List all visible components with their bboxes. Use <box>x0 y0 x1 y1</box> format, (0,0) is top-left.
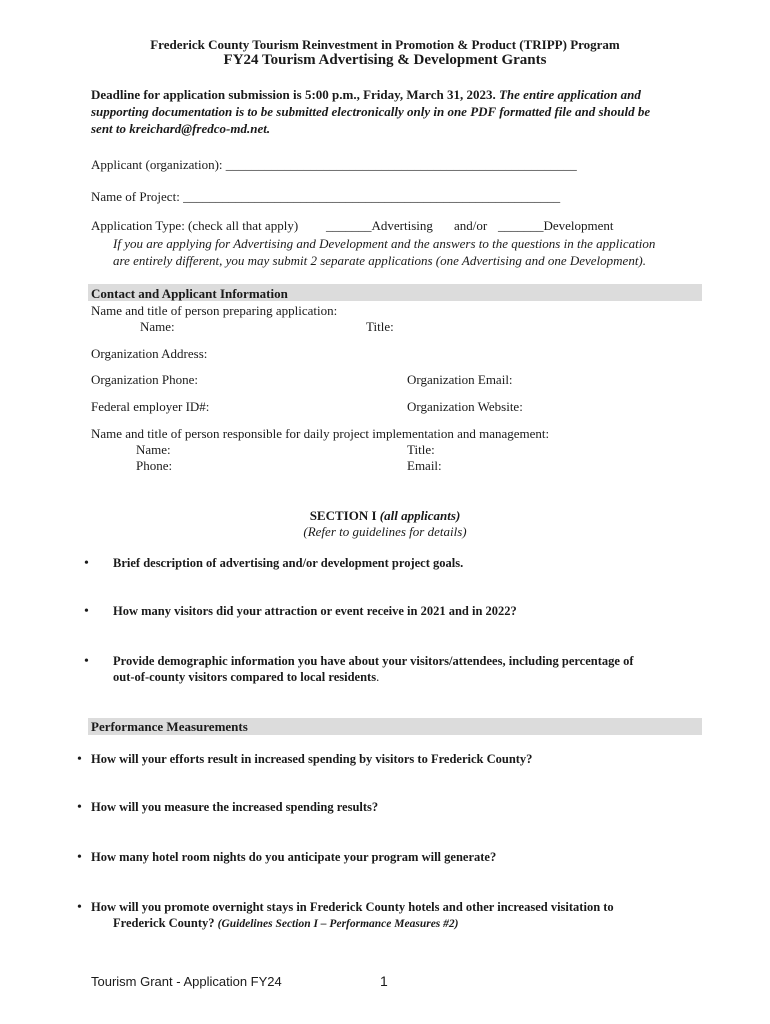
responsible-person-label: Name and title of person responsible for daily project implementation and management: <box>91 426 550 441</box>
application-note-1: If you are applying for Advertising and Development and the answers to the questions in the application <box>113 236 656 251</box>
contact-heading: Contact and Applicant Information <box>91 286 288 301</box>
bullet-icon: • <box>84 604 89 619</box>
performance-question-4-line-1: How will you promote overnight stays in Frederick County hotels and other increased visitation to <box>91 900 614 914</box>
org-email-label: Organization Email: <box>407 372 513 387</box>
section-1-subtitle: (Refer to guidelines for details) <box>303 524 467 539</box>
page-number: 1 <box>380 973 388 989</box>
applicant-org-field[interactable]: ______________________________________________________ <box>225 157 577 172</box>
performance-question-3: How many hotel room nights do you anticipate your program will generate? <box>91 850 497 864</box>
project-name-row <box>91 189 560 205</box>
question-1: Brief description of advertising and/or development project goals. <box>113 556 464 570</box>
development-label: Development <box>543 218 614 233</box>
footer-label: Tourism Grant - Application FY24 <box>91 974 282 989</box>
fein-label: Federal employer ID#: <box>91 399 210 414</box>
preparer-label: Name and title of person preparing application: <box>91 303 338 318</box>
performance-question-4-text: Frederick County? <box>113 916 215 930</box>
responsible-email-label: Email: <box>407 458 442 473</box>
development-option[interactable] <box>498 218 614 234</box>
advertising-label: Advertising <box>371 218 433 233</box>
question-3-text: out-of-county visitors compared to local residents <box>113 670 377 684</box>
deadline-line-3: sent to kreichard@fredco-md.net. <box>91 121 271 136</box>
bullet-icon: • <box>84 556 89 571</box>
section-1-paren: (all applicants) <box>379 508 461 523</box>
performance-heading: Performance Measurements <box>91 719 248 734</box>
project-name-label: Name of Project: <box>91 189 180 204</box>
bullet-icon: • <box>77 850 82 865</box>
deadline-line-2: supporting documentation is to be submitted electronically only in one PDF formatted file and should be <box>91 104 651 119</box>
org-website-label: Organization Website: <box>407 399 523 414</box>
responsible-phone-label: Phone: <box>136 458 173 473</box>
performance-question-4-line-2 <box>113 916 458 931</box>
application-note-2: are entirely different, you may submit 2 separate applications (one Advertising and one Development). <box>113 253 647 268</box>
question-2: How many visitors did your attraction or event receive in 2021 and in 2022? <box>113 604 517 618</box>
question-3-line-2 <box>113 670 379 685</box>
bullet-icon: • <box>77 900 82 915</box>
and-or-text: and/or <box>454 218 488 233</box>
deadline-line-1 <box>91 87 641 103</box>
advertising-option[interactable] <box>326 218 433 234</box>
performance-question-2: How will you measure the increased spending results? <box>91 800 379 814</box>
preparer-title-label: Title: <box>366 319 394 334</box>
question-3-line-1: Provide demographic information you have about your visitors/attendees, including percentage of <box>113 654 634 668</box>
bullet-icon: • <box>77 752 82 767</box>
deadline-italic: The entire application and <box>498 87 641 102</box>
applicant-org-label: Applicant (organization): <box>91 157 223 172</box>
org-phone-label: Organization Phone: <box>91 372 198 387</box>
bullet-icon: • <box>77 800 82 815</box>
applicant-org-row <box>91 157 577 173</box>
preparer-name-label: Name: <box>140 319 175 334</box>
bullet-icon: • <box>84 654 89 669</box>
performance-question-1: How will your efforts result in increased spending by visitors to Frederick County? <box>91 752 533 766</box>
development-check-blank[interactable]: _______ <box>498 218 544 233</box>
deadline-bold: Deadline for application submission is 5:00 p.m., Friday, March 31, 2023. <box>91 87 496 102</box>
responsible-name-label: Name: <box>136 442 171 457</box>
org-address-label: Organization Address: <box>91 346 208 361</box>
section-1-label: SECTION I <box>309 508 377 523</box>
application-type-label: Application Type: (check all that apply) <box>91 218 299 233</box>
page-title: FY24 Tourism Advertising & Development Grants <box>223 52 547 68</box>
section-1-title <box>0 508 770 524</box>
responsible-title-label: Title: <box>407 442 435 457</box>
advertising-check-blank[interactable]: _______ <box>326 218 372 233</box>
guidelines-reference: (Guidelines Section I – Performance Measures #2) <box>217 918 459 930</box>
program-name: Frederick County Tourism Reinvestment in Promotion & Product (TRIPP) Program <box>150 37 620 52</box>
question-3-period: . <box>376 670 380 684</box>
project-name-field[interactable]: __________________________________________________________ <box>183 189 561 204</box>
